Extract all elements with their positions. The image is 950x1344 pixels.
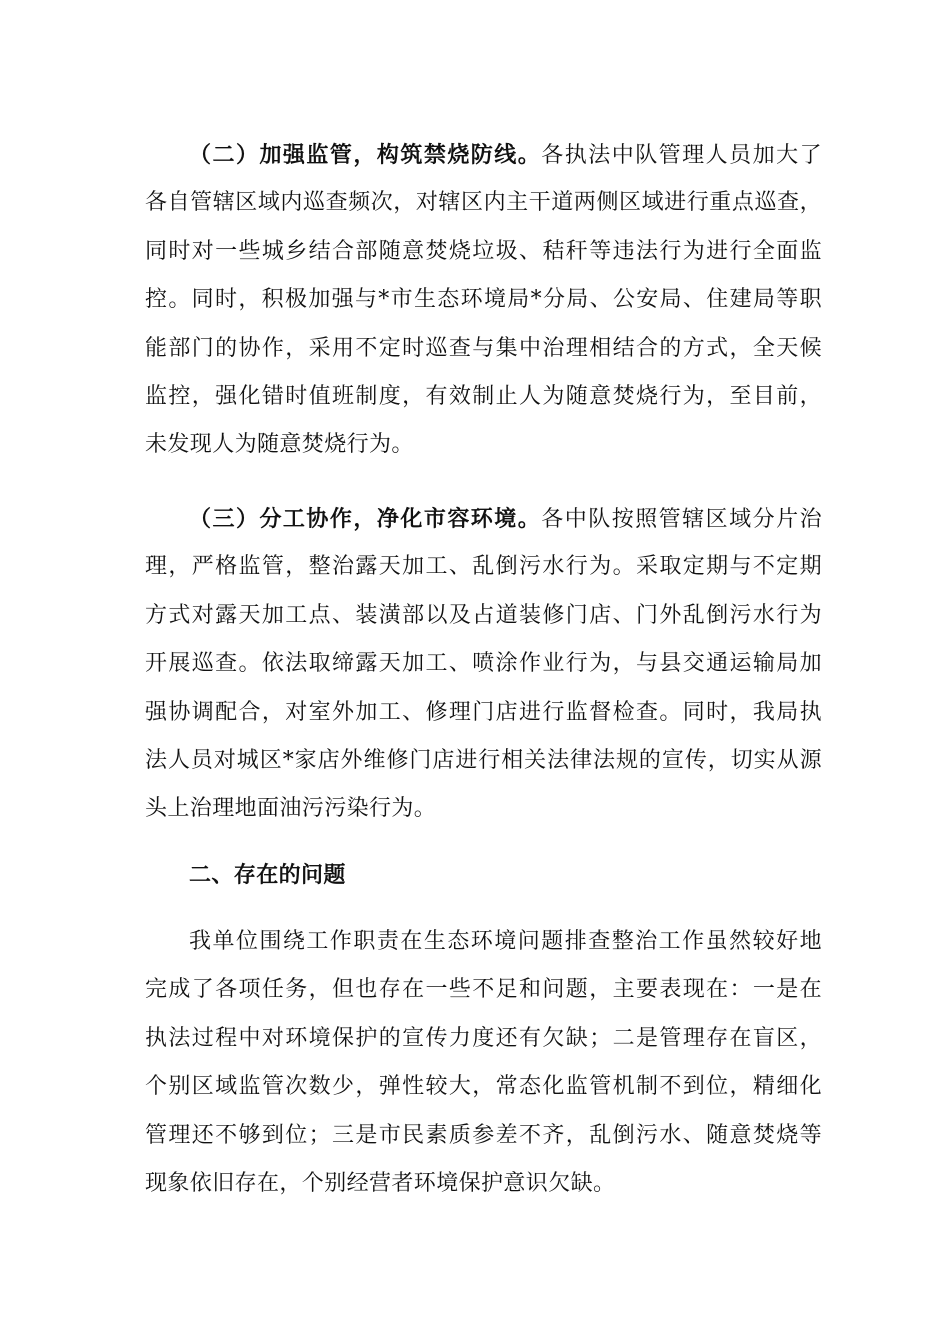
paragraph-strengthen-supervision	[145, 131, 822, 470]
text-line: 开展巡查。依法取缔露天加工、喷涂作业行为，与县交通运输局加	[145, 651, 822, 677]
text-line: 个别区域监管次数少，弹性较大，常态化监管机制不到位，精细化	[145, 1074, 822, 1100]
text-line: 头上治理地面油污污染行为。	[145, 796, 437, 822]
text-line: 现象依旧存在，个别经营者环境保护意识欠缺。	[145, 1170, 616, 1196]
text-line: 强协调配合，对室外加工、修理门店进行监督检查。同时，我局执	[145, 699, 822, 725]
text-line: 管理还不够到位；三是市民素质参差不齐，乱倒污水、随意焚烧等	[145, 1122, 822, 1148]
text-line: 控。同时，积极加强与*市生态环境局*分局、公安局、住建局等职	[145, 287, 822, 313]
paragraph-problems	[145, 918, 822, 1208]
text-line: 各自管辖区域内巡查频次，对辖区内主干道两侧区域进行重点巡查，	[145, 190, 822, 216]
text-span: 各执法中队管理人员加大了	[541, 143, 822, 168]
text-span: 各中队按照管辖区域分片治	[541, 507, 822, 532]
text-line: 我单位围绕工作职责在生态环境问题排查整治工作虽然较好地	[189, 929, 822, 954]
text-line: 监控，强化错时值班制度，有效制止人为随意焚烧行为，至目前，	[145, 383, 822, 409]
text-line: 法人员对城区*家店外维修门店进行相关法律法规的宣传，切实从源	[145, 747, 822, 773]
text-line: 完成了各项任务，但也存在一些不足和问题，主要表现在：一是在	[145, 977, 822, 1003]
section-heading: 二、存在的问题	[189, 862, 346, 888]
text-line: 方式对露天加工点、装潢部以及占道装修门店、门外乱倒污水行为	[145, 602, 822, 628]
text-line	[145, 495, 822, 543]
paragraph-heading: （三）分工协作，净化市容环境。	[189, 506, 542, 532]
paragraph-division-of-labor	[145, 495, 822, 834]
text-line	[145, 131, 822, 179]
text-line: 理，严格监管，整治露天加工、乱倒污水行为。采取定期与不定期	[145, 554, 822, 580]
paragraph-heading: （二）加强监管，构筑禁烧防线。	[189, 142, 542, 168]
text-line: 执法过程中对环境保护的宣传力度还有欠缺；二是管理存在盲区，	[145, 1025, 822, 1051]
text-line: 未发现人为随意焚烧行为。	[145, 432, 414, 458]
text-line: 能部门的协作，采用不定时巡查与集中治理相结合的方式，全天候	[145, 335, 822, 361]
section-heading-problems	[145, 851, 822, 899]
text-line: 同时对一些城乡结合部随意焚烧垃圾、秸秆等违法行为进行全面监	[145, 238, 822, 264]
